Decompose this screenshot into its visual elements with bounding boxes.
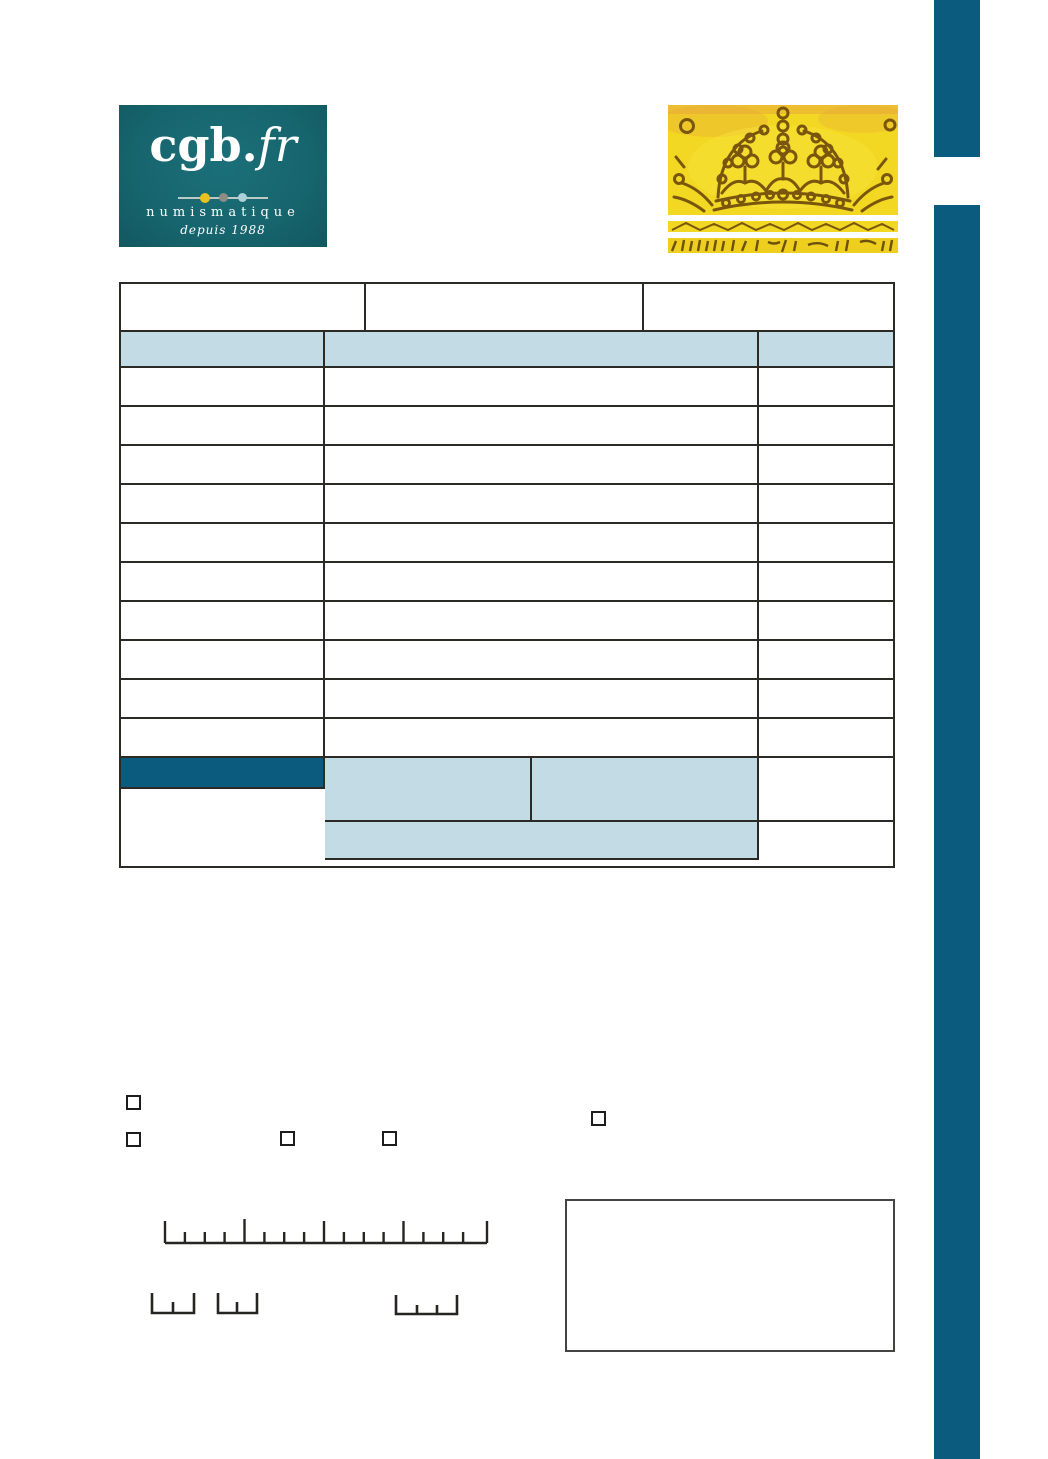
- gauge-bracket-3: [394, 1293, 459, 1322]
- header-cell-3: [759, 332, 893, 366]
- title-cell-3: [644, 284, 893, 330]
- order-table: [119, 282, 895, 868]
- checkbox-2[interactable]: [126, 1132, 141, 1147]
- header-cell-2: [325, 332, 759, 366]
- title-cell-1: [121, 284, 366, 330]
- table-row: [121, 524, 893, 563]
- table-row: [121, 446, 893, 485]
- table-row: [121, 602, 893, 641]
- gold-coin-crown-image: [668, 105, 898, 253]
- table-row: [121, 563, 893, 602]
- ruler-scale: [163, 1215, 489, 1250]
- table-row: [121, 680, 893, 719]
- logo-divider: [178, 197, 268, 199]
- header-cell-1: [121, 332, 325, 366]
- logo-brand-main: cgb.: [149, 118, 258, 172]
- title-cell-2: [366, 284, 644, 330]
- table-title-row: [121, 284, 893, 332]
- notes-box: [565, 1199, 895, 1352]
- logo-brand-suffix: fr: [257, 118, 297, 172]
- cgb-logo: [119, 105, 327, 247]
- checkbox-4[interactable]: [382, 1131, 397, 1146]
- table-row: [121, 641, 893, 680]
- logo-since: depuis 1988: [180, 223, 266, 237]
- table-row: [121, 485, 893, 524]
- yellow-dot-icon: [200, 193, 210, 203]
- gray-dot-icon: [219, 193, 228, 202]
- checkbox-3[interactable]: [280, 1131, 295, 1146]
- footer-subtotal-cell-2: [532, 758, 759, 822]
- checkbox-5[interactable]: [591, 1111, 606, 1126]
- side-bar-bottom: [934, 205, 980, 1459]
- logo-subtitle: numismatique: [146, 205, 300, 220]
- table-footer-section: [121, 758, 893, 864]
- table-row: [121, 407, 893, 446]
- checkbox-1[interactable]: [126, 1095, 141, 1110]
- gauge-bracket-1: [150, 1291, 196, 1321]
- table-row: [121, 719, 893, 758]
- logo-brand: [119, 115, 327, 175]
- footer-accent-cell: [121, 758, 325, 789]
- footer-right-cell-2: [759, 822, 893, 864]
- footer-subtotal-cell-1: [325, 758, 532, 822]
- side-bar-top: [934, 0, 980, 157]
- footer-merged-cell: [325, 822, 759, 860]
- table-header-row: [121, 332, 893, 368]
- footer-right-cell-1: [759, 758, 893, 822]
- gauge-bracket-2: [216, 1291, 259, 1321]
- table-row: [121, 368, 893, 407]
- blue-dot-icon: [238, 193, 247, 202]
